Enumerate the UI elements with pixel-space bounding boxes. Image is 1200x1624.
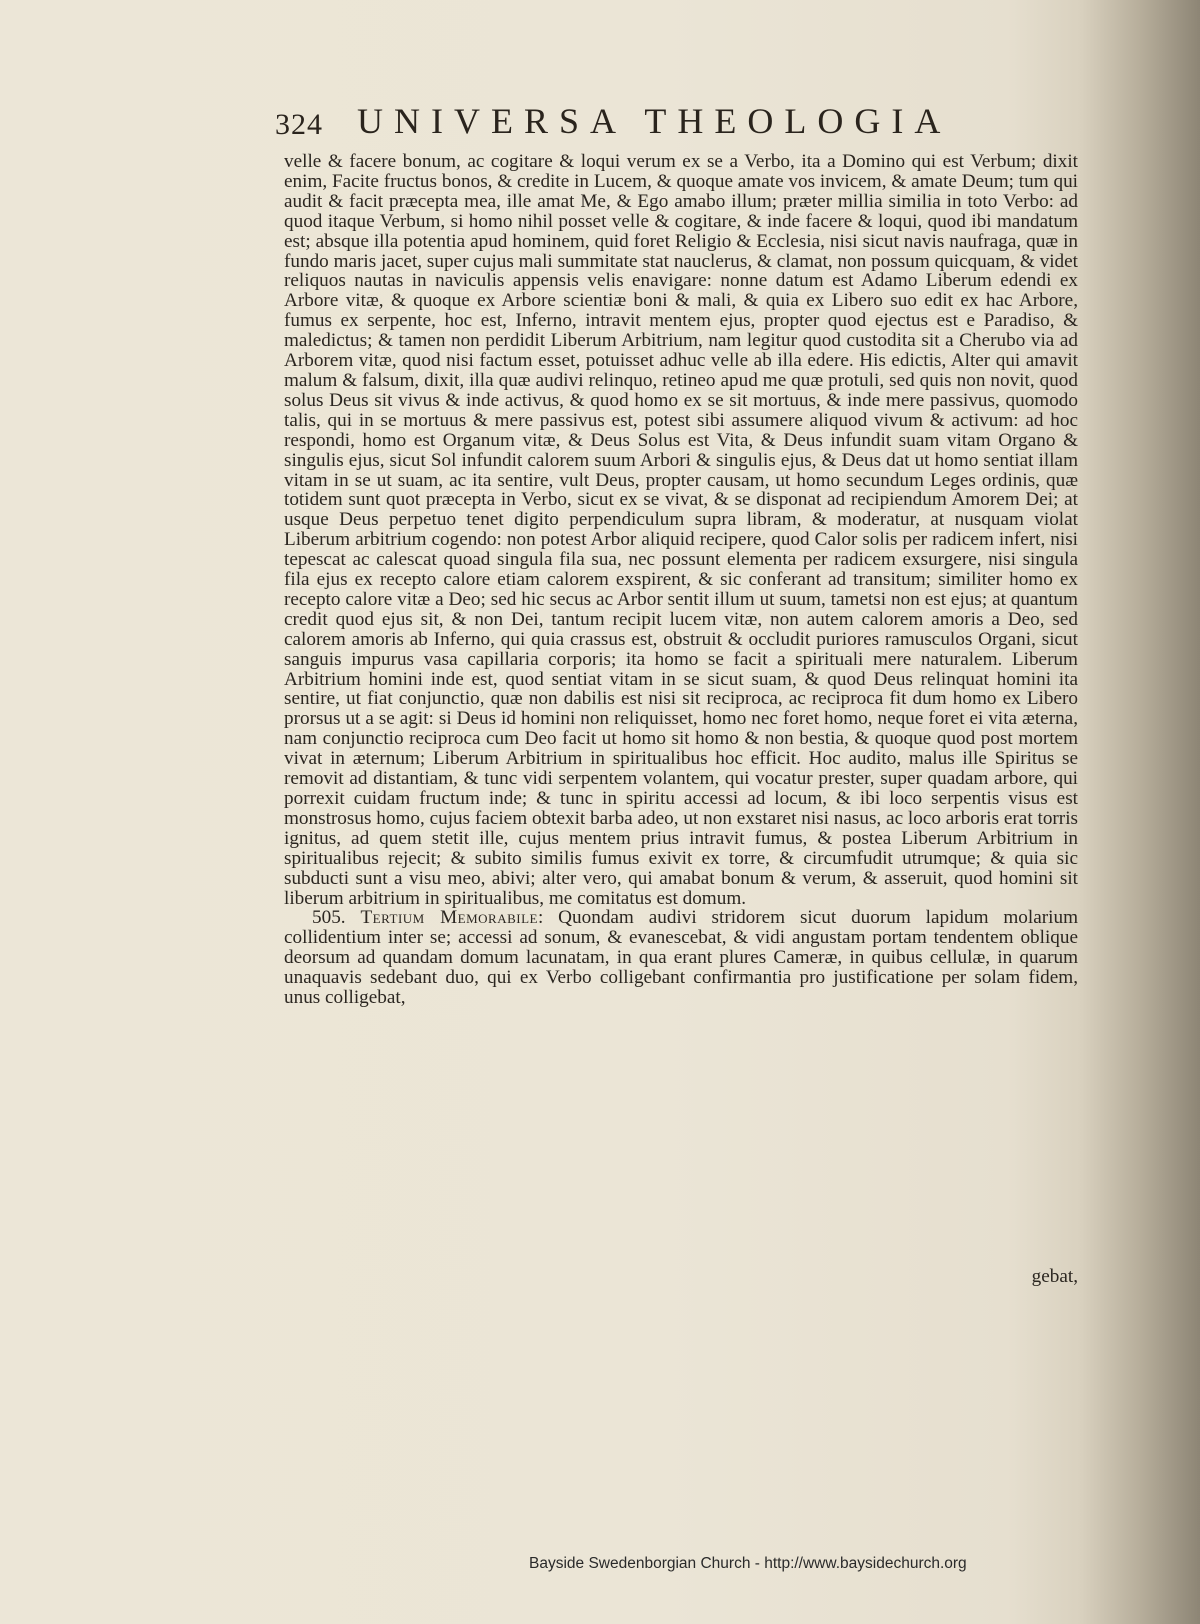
catchword: gebat, (1031, 1266, 1078, 1287)
paragraph-1: velle & facere bonum, ac cogitare & loqui verum ex se a Verbo, ita a Domino qui est Verbum; dixit enim, Facite fructus bonos, & credite in Lucem, & quoque amate vos invicem, & amate Deum; tum qui audit & facit præcepta mea, ille amat Me, & Ego amabo illum; præter millia similia in toto Verbo: ad quod itaque Verbum, si homo nihil posset velle & cogitare, & inde facere & loqui, quod ibi mandatum est; absque illa potentia apud hominem, quid foret Religio & Ecclesia, nisi sicut navis naufraga, quæ in fundo maris jacet, super cujus mali summitate stat nauclerus, & clamat, non possum quicquam, & videt reliquos nautas in naviculis appensis velis enavigare: nonne datum est Adamo Liberum edendi ex Arbore vitæ, & quoque ex Arbore scientiæ boni & mali, & quia ex Libero suo edit ex hac Arbore, fumus ex serpente, hoc est, Inferno, intravit mentem ejus, propter quod ejectus est e Paradiso, & maledictus; & tamen non perdidit Liberum Arbitrium, nam legitur quod custodita sit a Cherubo via ad Arborem vitæ, quod nisi factum esset, potuisset adhuc velle ab illa edere. His edictis, Alter qui amavit malum & falsum, dixit, illa quæ audivi relinquo, retineo apud me quæ protuli, sed quis non novit, quod solus Deus sit vivus & inde activus, & quod homo ex se sit mortuus, & inde mere passivus, quomodo talis, qui in se mortuus & mere passivus est, potest sibi assumere aliquod vivum & activum: ad hoc respondi, homo est Organum vitæ, & Deus Solus est Vita, & Deus infundit suam vitam Organo & singulis ejus, sicut Sol infundit calorem suum Arbori & singulis ejus, & Deus dat ut homo sentiat illam vitam in se ut suam, ac ita sentire, vult Deus, propter causam, ut homo secundum Leges ordinis, quæ totidem sunt quot præcepta in Verbo, sicut ex se vivat, & se disponat ad recipiendum Amorem Dei; at usque Deus perpetuo tenet digito perpendiculum supra libram, & moderatur, at nusquam violat Liberum arbitrium cogendo: non potest Arbor aliquid recipere, quod Calor solis per radicem infert, nisi tepescat ac calescat quoad singula fila sua, nec possunt elementa per radicem exsurgere, nisi singula fila ejus ex recepto calore etiam calorem exspirent, & sic conferant ad transitum; similiter homo ex recepto calore vitæ a Deo; sed hic secus ac Arbor sentit illum ut suum, tametsi non est ejus; at quantum credit quod ejus sit, & non Dei, tantum recipit lucem vitæ, non autem calorem amoris a Deo, sed calorem amoris ab Inferno, qui quia crassus est, obstruit & occludit puriores ramusculos Organi, sicut sanguis impurus vasa capillaria corporis; ita homo se facit a spirituali mere naturalem. Liberum Arbitrium homini inde est, quod sentiat vitam in se sicut suam, & quod Deus relinquat homini ita sentire, ut fiat conjunctio, quæ non dabilis est nisi sit reciproca, ac reciproca fit dum homo ex Libero prorsus ut a se agit: si Deus id homini non reliquisset, homo nec foret homo, neque foret ei vita æterna, nam conjunctio reciproca cum Deo facit ut homo sit homo & non bestia, & quoque quod post mortem vivat in æternum; Liberum Arbitrium in spiritualibus hoc efficit. Hoc audito, malus ille Spiritus se removit ad distantiam, & tunc vidi serpentem volantem, qui vocatur prester, super quadam arbore, qui porrexit cuidam fructum inde; & tunc in spiritu accessi ad locum, & ibi loco serpentis visus est monstrosus homo, cujus faciem obtexit barba adeo, ut non exstaret nisi nasus, ac loco arboris erat torris ignitus, ad quem stetit ille, cujus mentem prius intravit fumus, & postea Liberum Arbitrium in spiritualibus rejecit; & subito similis fumus exivit ex torre, & circumfudit utrumque; & quia sic subducti sunt a visu meo, abivi; alter vero, qui amabat bonum & verum, & asseruit, quod homini sit liberum arbitrium in spiritualibus, me comitatus est domum. (284, 151, 1078, 909)
section-number: 505. (312, 907, 346, 929)
page-header (275, 100, 1055, 142)
watermark-footer: Bayside Swedenborgian Church - http://www.baysidechurch.org (529, 1555, 967, 1572)
section-text: : Quondam audivi stridorem sicut duorum lapidum molarium collidentium inter se; accessi ad sonum, & evanescebat, & vidi angustam portam tendentem oblique deorsum ad quandam domum lacunatam, in qua erant plures Cameræ, in quibus cellulæ, in quarum unaquavis sedebant duo, qui ex Verbo colligebant confirmantia pro justificatione per solam fidem, unus colligebat, (284, 907, 1078, 1009)
section-heading: Tertium Memorabile (360, 907, 538, 929)
body-text (284, 152, 1078, 1008)
running-title: UNIVERSA THEOLOGIA (357, 101, 952, 141)
paragraph-2 (284, 908, 1078, 1008)
page-number: 324 (275, 108, 323, 141)
